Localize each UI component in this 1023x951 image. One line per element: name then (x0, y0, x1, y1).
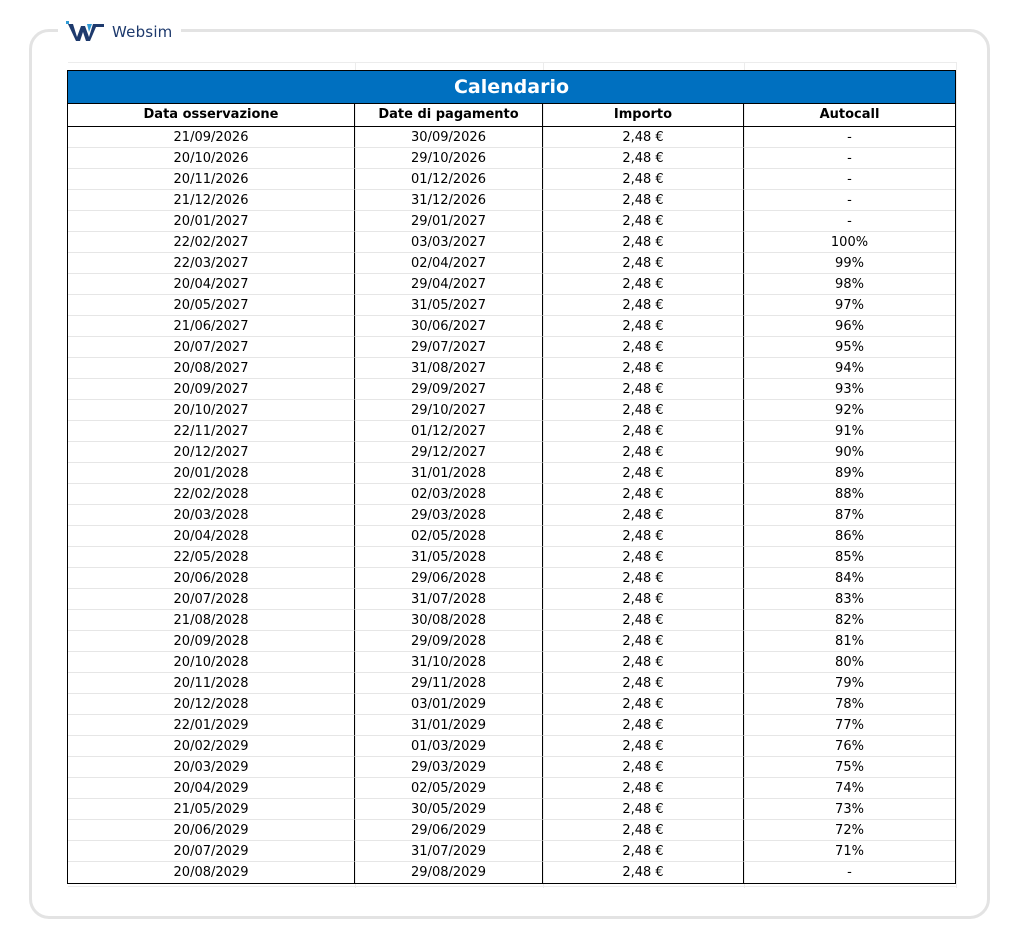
cell-importo: 2,48 € (543, 358, 744, 379)
cell-importo: 2,48 € (543, 232, 744, 253)
cell-autocall: 76% (744, 736, 955, 757)
table-row (68, 169, 955, 190)
cell-importo: 2,48 € (543, 694, 744, 715)
table-row (68, 400, 955, 421)
websim-logo-icon (66, 21, 106, 43)
cell-data-osservazione: 20/04/2029 (68, 778, 355, 799)
cell-date-di-pagamento: 30/08/2028 (355, 610, 543, 631)
column-header-importo: Importo (543, 104, 744, 126)
cell-importo: 2,48 € (543, 442, 744, 463)
cell-data-osservazione: 22/05/2028 (68, 547, 355, 568)
cell-date-di-pagamento: 29/10/2026 (355, 148, 543, 169)
cell-importo: 2,48 € (543, 505, 744, 526)
table-row (68, 694, 955, 715)
cell-data-osservazione: 20/09/2028 (68, 631, 355, 652)
cell-data-osservazione: 20/11/2026 (68, 169, 355, 190)
calendar-table (67, 70, 956, 884)
cell-date-di-pagamento: 02/04/2027 (355, 253, 543, 274)
cell-autocall: 87% (744, 505, 955, 526)
table-row (68, 358, 955, 379)
cell-autocall: 85% (744, 547, 955, 568)
table-row (68, 589, 955, 610)
cell-date-di-pagamento: 03/01/2029 (355, 694, 543, 715)
table-row (68, 652, 955, 673)
cell-date-di-pagamento: 30/06/2027 (355, 316, 543, 337)
cell-data-osservazione: 20/07/2029 (68, 841, 355, 862)
table-row (68, 463, 955, 484)
cell-autocall: 98% (744, 274, 955, 295)
table-row (68, 274, 955, 295)
table-row (68, 211, 955, 232)
table-header-row (68, 104, 955, 127)
table-row (68, 736, 955, 757)
table-row (68, 820, 955, 841)
table-row (68, 232, 955, 253)
cell-data-osservazione: 21/05/2029 (68, 799, 355, 820)
cell-date-di-pagamento: 29/08/2029 (355, 862, 543, 883)
column-header-autocall: Autocall (819, 107, 880, 122)
table-row (68, 421, 955, 442)
cell-importo: 2,48 € (543, 568, 744, 589)
cell-data-osservazione: 20/07/2027 (68, 337, 355, 358)
cell-autocall: 89% (744, 463, 955, 484)
cell-data-osservazione: 20/08/2029 (68, 862, 355, 883)
cell-importo: 2,48 € (543, 253, 744, 274)
cell-date-di-pagamento: 31/05/2028 (355, 547, 543, 568)
cell-data-osservazione: 20/11/2028 (68, 673, 355, 694)
table-row (68, 631, 955, 652)
table-row (68, 316, 955, 337)
cell-importo: 2,48 € (543, 589, 744, 610)
table-row (68, 295, 955, 316)
cell-date-di-pagamento: 29/01/2027 (355, 211, 543, 232)
cell-date-di-pagamento: 29/03/2028 (355, 505, 543, 526)
gridline-horizontal (68, 62, 956, 63)
table-row (68, 799, 955, 820)
table-row (68, 505, 955, 526)
gridline-horizontal (68, 886, 956, 887)
cell-date-di-pagamento: 01/12/2027 (355, 421, 543, 442)
cell-date-di-pagamento: 29/07/2027 (355, 337, 543, 358)
cell-data-osservazione: 20/08/2027 (68, 358, 355, 379)
cell-autocall: 96% (744, 316, 955, 337)
table-row (68, 253, 955, 274)
cell-importo: 2,48 € (543, 547, 744, 568)
table-row (68, 778, 955, 799)
cell-importo: 2,48 € (543, 274, 744, 295)
cell-autocall: 97% (744, 295, 955, 316)
cell-data-osservazione: 20/05/2027 (68, 295, 355, 316)
cell-date-di-pagamento: 29/06/2028 (355, 568, 543, 589)
cell-importo: 2,48 € (543, 463, 744, 484)
cell-data-osservazione: 20/02/2029 (68, 736, 355, 757)
cell-importo: 2,48 € (543, 652, 744, 673)
cell-data-osservazione: 20/04/2028 (68, 526, 355, 547)
cell-autocall: 90% (744, 442, 955, 463)
table-row (68, 337, 955, 358)
table-row (68, 610, 955, 631)
cell-date-di-pagamento: 02/03/2028 (355, 484, 543, 505)
cell-date-di-pagamento: 30/09/2026 (355, 127, 543, 148)
table-row (68, 862, 955, 883)
cell-autocall: 86% (744, 526, 955, 547)
cell-date-di-pagamento: 31/08/2027 (355, 358, 543, 379)
cell-importo: 2,48 € (543, 820, 744, 841)
cell-date-di-pagamento: 01/12/2026 (355, 169, 543, 190)
table-row (68, 757, 955, 778)
cell-date-di-pagamento: 02/05/2029 (355, 778, 543, 799)
cell-importo: 2,48 € (543, 295, 744, 316)
cell-date-di-pagamento: 31/05/2027 (355, 295, 543, 316)
cell-data-osservazione: 20/01/2028 (68, 463, 355, 484)
cell-autocall: - (744, 127, 955, 148)
table-row (68, 715, 955, 736)
cell-date-di-pagamento: 01/03/2029 (355, 736, 543, 757)
table-row (68, 148, 955, 169)
cell-date-di-pagamento: 31/07/2028 (355, 589, 543, 610)
column-header-date-di-pagamento: Date di pagamento (355, 104, 543, 126)
cell-importo: 2,48 € (543, 799, 744, 820)
gridline-vertical (956, 62, 957, 888)
cell-importo: 2,48 € (543, 673, 744, 694)
cell-date-di-pagamento: 29/09/2027 (355, 379, 543, 400)
cell-data-osservazione: 20/04/2027 (68, 274, 355, 295)
cell-autocall: 99% (744, 253, 955, 274)
table-row (68, 190, 955, 211)
cell-autocall: 91% (744, 421, 955, 442)
cell-date-di-pagamento: 29/11/2028 (355, 673, 543, 694)
cell-data-osservazione: 20/10/2026 (68, 148, 355, 169)
table-row (68, 841, 955, 862)
cell-autocall: 93% (744, 379, 955, 400)
cell-data-osservazione: 21/09/2026 (68, 127, 355, 148)
cell-autocall: 77% (744, 715, 955, 736)
table-row (68, 442, 955, 463)
cell-autocall: 94% (744, 358, 955, 379)
cell-importo: 2,48 € (543, 127, 744, 148)
table-row (68, 484, 955, 505)
cell-data-osservazione: 22/03/2027 (68, 253, 355, 274)
column-header-data-osservazione: Data osservazione (68, 104, 355, 126)
cell-data-osservazione: 20/01/2027 (68, 211, 355, 232)
cell-importo: 2,48 € (543, 715, 744, 736)
cell-autocall: - (744, 169, 955, 190)
cell-data-osservazione: 20/12/2028 (68, 694, 355, 715)
cell-autocall: 83% (744, 589, 955, 610)
cell-data-osservazione: 21/06/2027 (68, 316, 355, 337)
cell-importo: 2,48 € (543, 736, 744, 757)
cell-autocall: 79% (744, 673, 955, 694)
cell-importo: 2,48 € (543, 379, 744, 400)
cell-importo: 2,48 € (543, 757, 744, 778)
cell-data-osservazione: 20/03/2028 (68, 505, 355, 526)
cell-autocall: 72% (744, 820, 955, 841)
cell-data-osservazione: 20/10/2027 (68, 400, 355, 421)
cell-date-di-pagamento: 30/05/2029 (355, 799, 543, 820)
cell-importo: 2,48 € (543, 526, 744, 547)
table-title: Calendario (68, 71, 955, 104)
table-row (68, 547, 955, 568)
cell-autocall: 88% (744, 484, 955, 505)
cell-date-di-pagamento: 02/05/2028 (355, 526, 543, 547)
table-row (68, 526, 955, 547)
cell-importo: 2,48 € (543, 169, 744, 190)
cell-date-di-pagamento: 29/03/2029 (355, 757, 543, 778)
cell-date-di-pagamento: 31/07/2029 (355, 841, 543, 862)
cell-autocall: 92% (744, 400, 955, 421)
cell-importo: 2,48 € (543, 778, 744, 799)
cell-autocall: 84% (744, 568, 955, 589)
cell-autocall: 75% (744, 757, 955, 778)
cell-importo: 2,48 € (543, 211, 744, 232)
cell-importo: 2,48 € (543, 841, 744, 862)
cell-data-osservazione: 22/02/2027 (68, 232, 355, 253)
cell-data-osservazione: 22/11/2027 (68, 421, 355, 442)
cell-data-osservazione: 22/01/2029 (68, 715, 355, 736)
cell-date-di-pagamento: 31/10/2028 (355, 652, 543, 673)
cell-date-di-pagamento: 31/01/2028 (355, 463, 543, 484)
cell-importo: 2,48 € (543, 862, 744, 883)
table-body (68, 127, 955, 883)
cell-autocall: - (744, 211, 955, 232)
cell-autocall: 73% (744, 799, 955, 820)
cell-importo: 2,48 € (543, 610, 744, 631)
cell-importo: 2,48 € (543, 631, 744, 652)
cell-autocall: - (744, 190, 955, 211)
cell-autocall: 74% (744, 778, 955, 799)
cell-autocall: 81% (744, 631, 955, 652)
brand-name: Websim (112, 23, 173, 41)
table-row (68, 568, 955, 589)
cell-date-di-pagamento: 29/04/2027 (355, 274, 543, 295)
cell-autocall: 71% (744, 841, 955, 862)
websim-logo (58, 16, 181, 48)
cell-autocall: - (847, 865, 852, 880)
cell-importo: 2,48 € (543, 400, 744, 421)
cell-date-di-pagamento: 29/12/2027 (355, 442, 543, 463)
cell-importo: 2,48 € (543, 316, 744, 337)
cell-date-di-pagamento: 03/03/2027 (355, 232, 543, 253)
cell-autocall: 100% (744, 232, 955, 253)
cell-data-osservazione: 21/08/2028 (68, 610, 355, 631)
cell-autocall: 82% (744, 610, 955, 631)
cell-autocall: 95% (744, 337, 955, 358)
cell-importo: 2,48 € (543, 337, 744, 358)
cell-date-di-pagamento: 31/12/2026 (355, 190, 543, 211)
cell-autocall: 80% (744, 652, 955, 673)
cell-data-osservazione: 20/07/2028 (68, 589, 355, 610)
cell-data-osservazione: 20/12/2027 (68, 442, 355, 463)
cell-autocall: 78% (744, 694, 955, 715)
cell-data-osservazione: 20/03/2029 (68, 757, 355, 778)
cell-data-osservazione: 22/02/2028 (68, 484, 355, 505)
table-row (68, 127, 955, 148)
cell-data-osservazione: 20/09/2027 (68, 379, 355, 400)
cell-data-osservazione: 20/06/2029 (68, 820, 355, 841)
cell-date-di-pagamento: 29/10/2027 (355, 400, 543, 421)
cell-date-di-pagamento: 29/06/2029 (355, 820, 543, 841)
table-row (68, 673, 955, 694)
cell-data-osservazione: 21/12/2026 (68, 190, 355, 211)
cell-data-osservazione: 20/10/2028 (68, 652, 355, 673)
cell-data-osservazione: 20/06/2028 (68, 568, 355, 589)
cell-importo: 2,48 € (543, 484, 744, 505)
cell-date-di-pagamento: 31/01/2029 (355, 715, 543, 736)
cell-importo: 2,48 € (543, 190, 744, 211)
cell-importo: 2,48 € (543, 148, 744, 169)
table-row (68, 379, 955, 400)
cell-date-di-pagamento: 29/09/2028 (355, 631, 543, 652)
cell-importo: 2,48 € (543, 421, 744, 442)
cell-autocall: - (744, 148, 955, 169)
